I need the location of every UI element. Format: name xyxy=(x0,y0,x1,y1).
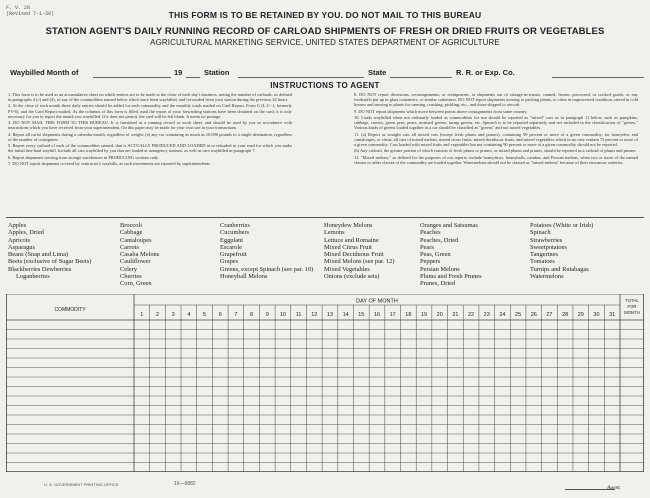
agent-label: Agent. xyxy=(607,485,622,491)
instruction-paragraph: 11. (a) Report as straight cars all mixed cars (except fresh plums and prunes), containing 90 percent or more of a given commodity, for honeydew and cantaloupes, or citrus, all cars of mixed melons, mixed citrus fruits, mixed deciduous fruits, and mixed vegetables which in no case contain 75 percent or more of a given commodity. Cars loaded with mixed fruits and vegetables but not containing 90 percent or more of a given commodity should not be reported. xyxy=(354,131,638,147)
instruction-paragraph: 5. Report every carload of each of the commodities named, that is ACTUALLY PRODUCED AND LOADED at or reloaded to your road for which you make the initial line-haul waybill. Include all cars waybilled by you that are loaded at nonagency stations, as well as cars waybilled in paragraph 7. xyxy=(8,143,292,154)
instruction-paragraph: 12. "Mixed melons," as defined for the purposes of our reports, include honeydews, honeyballs, casabas, and Persian melons, when two or more of the named classes or other classes of the commodity are loaded together. Watermelons should not be classed as "mixed melons" because of their enormous varieties. xyxy=(354,154,638,165)
commodity-name: Oranges and Satsumas xyxy=(420,222,478,229)
commodity-name: Carrots xyxy=(120,243,139,251)
day-number: 20 xyxy=(436,312,443,318)
commodity-name: Mixed Deciduous Fruit xyxy=(324,251,384,259)
commodity-name: Honeyball Melons xyxy=(220,273,268,281)
day-number: 13 xyxy=(326,312,334,318)
instructions-heading: INSTRUCTIONS TO AGENT xyxy=(270,81,380,90)
day-number: 8 xyxy=(250,312,254,318)
day-number: 16 xyxy=(373,312,381,318)
day-number: 29 xyxy=(577,312,584,318)
commodity-name: Beans (Snap and Lima) xyxy=(8,251,69,259)
instruction-paragraph: (b) Any carload, the greater portion of which consists of fresh plums or prunes, or mixed plums and prunes, should be reported as a carload of plums and prunes. xyxy=(354,148,637,154)
commodity-name: Tomatoes xyxy=(530,258,555,266)
instruction-paragraph: 7. DO NOT report shipments covered by contractor's waybills, as such movements are reported by superintendents. xyxy=(8,160,211,166)
commodity-list-column-6 xyxy=(530,222,593,280)
commodity-name: Honeydew Melons xyxy=(324,222,373,229)
day-number: 19 xyxy=(420,312,428,318)
commodity-name: Pears xyxy=(420,243,434,251)
commodity-name: Tangerines xyxy=(530,251,558,259)
commodity-name: Strawberries xyxy=(530,236,563,244)
instruction-paragraph: 10. Loads waybilled when not ordinarily loaded as commodities for use should be reported as "mixed" cars as in paragraph 11 below, such as pumpkins, cabbage, carrots, green peas, pears, mustard greens, turnip greens, etc. Spinach is to be reported separately and not included in the classification of "greens." Various kinds of greens loaded together in a car should be classified as "greens" and not mixed vegetables. xyxy=(354,114,638,131)
day-number: 11 xyxy=(295,312,302,318)
day-number: 3 xyxy=(171,312,175,318)
commodity-name: Persian Melons xyxy=(420,265,460,273)
commodity-name: Plums and Fresh Prunes xyxy=(420,273,482,281)
commodity-list-column-1 xyxy=(8,222,91,280)
commodity-list-column-5 xyxy=(420,222,482,288)
commodity-name: Casaba Melons xyxy=(120,251,160,259)
instruction-paragraph: 6. Report shipments moving from storage warehouses in PRODUCING sections only. xyxy=(8,154,159,160)
commodity-name: Cabbage xyxy=(120,229,143,237)
instruction-paragraph: 4. Report all carlot shipments during a calendar month, regardless of weight: (a) any car containing as much as 10,000 pounds to a single destination, regardless of the number of consignees. xyxy=(8,131,292,142)
day-of-month-header: DAY OF MONTH xyxy=(356,298,398,305)
day-number: 23 xyxy=(483,312,490,318)
instruction-paragraph: 3. DO NOT MAIL THIS FORM TO THIS BUREAU. It is furnished as a running record or work sheet, and should be used by you in accordance with instructions which you have received from your superintendent. On this paper may be made for your own use in your transactions. xyxy=(8,120,292,131)
commodity-list-column-2 xyxy=(120,222,159,288)
commodity-name: Corn, Green xyxy=(120,280,152,288)
state-field[interactable] xyxy=(390,77,452,78)
commodity-name: Escarole xyxy=(220,243,242,251)
year-field[interactable] xyxy=(186,77,200,78)
state-label: State xyxy=(368,68,387,77)
railroad-label: R. R. or Exp. Co. xyxy=(456,68,515,77)
form-revision: (Revised 7-1-39) xyxy=(6,11,55,17)
total-for-month-header: TOTAL xyxy=(625,298,639,303)
instruction-paragraph: 8. DO NOT report diversions, reconsignments, or reshipments, or shipments out of storage-in-transit, canned, frozen, processed, or cooked goods, or any foodstuffs put up in glass containers, or similar containers. DO NOT report shipments moving to packing plants, to cities in unprocessed condition, stored in cold houses and moving to plants for canning, crushing, pickling, etc., and those shipped to aircraft. xyxy=(354,92,638,108)
commodity-name: Grapefruit xyxy=(220,251,247,259)
commodity-name: Apricots xyxy=(8,236,31,244)
day-number: 9 xyxy=(265,312,269,318)
day-number: 31 xyxy=(609,312,616,318)
instructions-right-column xyxy=(354,92,638,166)
day-number: 21 xyxy=(452,312,459,318)
commodity-name: Mixed Vegetables xyxy=(324,265,370,273)
commodity-name: Lemons xyxy=(324,229,345,237)
daily-tally-grid[interactable] xyxy=(6,294,644,472)
day-number: 15 xyxy=(358,312,365,318)
commodity-name: Prunes, Dried xyxy=(420,280,456,288)
commodity-name: Onions (exclude sets) xyxy=(324,273,380,281)
form-number: F. V. 28 xyxy=(6,5,31,11)
commodity-name: Watermelons xyxy=(530,273,564,281)
day-number: 24 xyxy=(499,312,506,318)
commodity-name: Grapes xyxy=(220,258,239,266)
instruction-paragraph: 2. At the close of each month these daily entries should be added for each commodity and the monthly totals mailed on Card Report, Form G (L.C.-1, formerly FV-6), and the Card Report mailed. As the columns of this form is filled, mail the report of your forwarding stations have been obtained on the card, it is only necessary for you to report the month you waybilled. If it does not permit, the card will be left blank. It needs no postage. xyxy=(8,103,292,119)
commodity-name: Asparagus xyxy=(8,243,35,251)
commodity-name: Mixed Citrus Fruit xyxy=(324,243,372,251)
commodity-name: Cucumbers xyxy=(220,229,250,237)
section-divider xyxy=(6,217,644,218)
day-number: 26 xyxy=(530,312,537,318)
station-label: Station xyxy=(204,68,230,77)
commodity-name: Turnips and Rutabagas xyxy=(530,265,589,273)
day-number: 6 xyxy=(218,312,222,318)
commodity-name: Celery xyxy=(120,265,138,273)
instruction-paragraph: 9. DO NOT report shipments which move between points above consignments from same country. xyxy=(354,108,528,114)
year-prefix: 19 xyxy=(174,68,183,77)
commodity-name: Cranberries xyxy=(220,222,250,229)
printer-imprint: U. S. GOVERNMENT PRINTING OFFICE xyxy=(44,482,119,487)
commodity-name: Spinach xyxy=(530,229,551,237)
form-title: STATION AGENT'S DAILY RUNNING RECORD OF CARLOAD SHIPMENTS OF FRESH OR DRIED FRUITS OR VEGETABLES xyxy=(45,26,605,37)
form-subtitle: AGRICULTURAL MARKETING SERVICE, UNITED STATES DEPARTMENT OF AGRICULTURE xyxy=(150,38,500,47)
commodity-name: Cauliflower xyxy=(120,258,151,266)
day-number: 27 xyxy=(546,312,553,318)
commodity-name: Lettuce and Romaine xyxy=(324,236,379,244)
commodity-name: Sweetpotatoes xyxy=(530,243,567,251)
commodity-list-column-4 xyxy=(324,222,418,280)
commodity-name: Potatoes (White or Irish) xyxy=(530,222,594,229)
day-number: 12 xyxy=(311,312,318,318)
commodity-name: Peaches, Dried xyxy=(420,236,459,244)
day-number: 30 xyxy=(593,312,600,318)
commodity-name: Broccoli xyxy=(120,222,143,229)
commodity-name: Cherries xyxy=(120,273,142,281)
day-number: 17 xyxy=(389,312,396,318)
day-number: 14 xyxy=(342,312,349,318)
retention-warning: THIS FORM IS TO BE RETAINED BY YOU. DO NOT MAIL TO THIS BUREAU xyxy=(168,10,482,20)
commodity-column-header: COMMODITY xyxy=(54,307,86,313)
print-code: 16—9882 xyxy=(174,481,196,487)
day-number: 18 xyxy=(405,312,412,318)
day-number: 1 xyxy=(140,312,144,318)
total-for-month-header: MONTH xyxy=(624,310,640,315)
commodity-name: Apples xyxy=(8,222,27,229)
day-number: 22 xyxy=(468,312,475,318)
day-number: 2 xyxy=(155,312,160,318)
station-field[interactable] xyxy=(238,77,364,78)
commodity-name: Peppers xyxy=(420,258,441,266)
commodity-name: Peaches xyxy=(420,229,441,237)
day-number: 25 xyxy=(515,312,522,318)
commodity-name: Greens, except Spinach (see par. 10) xyxy=(220,265,314,273)
instructions-left-column xyxy=(8,92,292,167)
day-number: 28 xyxy=(562,312,569,318)
commodity-list-column-3 xyxy=(220,222,320,280)
day-number: 5 xyxy=(203,312,207,318)
commodity-name: Peas, Green xyxy=(420,251,451,259)
commodity-name: Eggplant xyxy=(220,236,244,244)
waybilled-month-field[interactable] xyxy=(93,77,171,78)
railroad-field[interactable] xyxy=(552,77,644,78)
total-for-month-header: FOR xyxy=(627,304,637,309)
instruction-paragraph: 1. This form is to be used as an accumulative sheet on which entries are to be made at the close of each day's business, noting the number of carloads, as defined in paragraphs 4 (c) and (d), of any of the commodities named below which have been waybilled, and forwarded from your station during the previous 24 hours. xyxy=(8,92,292,103)
commodity-name: Loganberries xyxy=(16,273,50,281)
day-number: 7 xyxy=(234,312,238,318)
day-number: 4 xyxy=(187,312,191,318)
waybilled-month-label: Waybilled Month of xyxy=(10,68,79,77)
commodity-name: Blackberries Dewberries xyxy=(8,265,72,273)
day-number: 10 xyxy=(279,312,286,318)
commodity-name: Beets (exclusive of Sugar Beets) xyxy=(8,258,92,266)
commodity-name: Cantaloupes xyxy=(120,236,152,244)
commodity-name: Mixed Melons (see par. 12) xyxy=(324,258,395,266)
commodity-name: Apples, Dried xyxy=(8,229,44,237)
